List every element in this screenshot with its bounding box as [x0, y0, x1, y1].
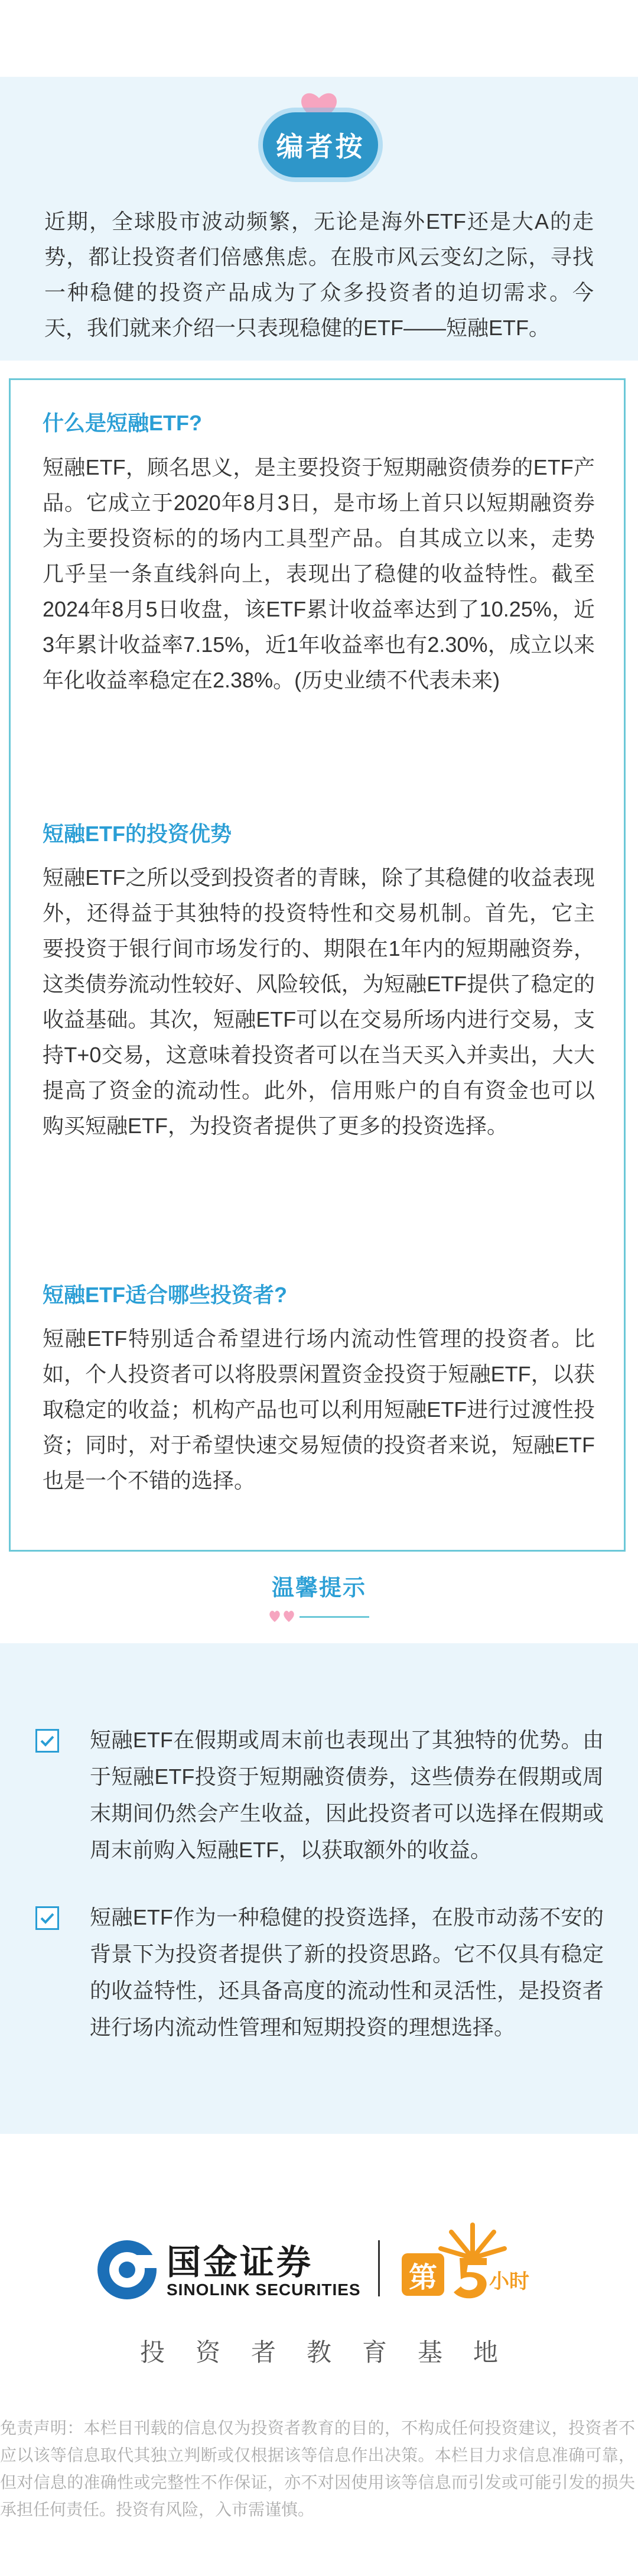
editor-note-section: [0, 77, 638, 361]
section-heading-investors: 短融ETF适合哪些投资者?: [43, 1283, 287, 1307]
tip-text: 短融ETF作为一种稳健的投资选择，在股市动荡不安的背景下为投资者提供了新的投资思路。它不仅具有稳定的收益特性，还具备高度的流动性和灵活性，是投资者进行场内流动性管理和短期投资的理想选择。: [90, 1905, 604, 2039]
logo-divider: [378, 2240, 380, 2296]
footer-logo-area: [0, 2211, 638, 2388]
tips-heart-divider: [269, 1608, 369, 1626]
brand-name-cn: 国金证券: [167, 2243, 314, 2282]
hour-logo-di: 第: [402, 2253, 444, 2296]
education-base-tagline: 投资者教育基地: [139, 2338, 529, 2366]
section-body-advantages: 短融ETF之所以受到投资者的青睐，除了其稳健的收益表现外，还得益于其独特的投资特性和交易机制。首先，它主要投资于银行间市场发行的、期限在1年内的短期融资券，这类债券流动性较好、风险较低，为短融ETF提供了稳定的收益基础。其次，短融ETF可以在交易所场内进行交易，支持T+0交易，这意味着投资者可以在当天买入并卖出，大大提高了资金的流动性。此外，信用账户的自有资金也可以购买短融ETF，为投资者提供了更多的投资选择。: [43, 865, 595, 1138]
tips-section: [0, 1643, 638, 2134]
section-body-what: 短融ETF，顾名思义，是主要投资于短期融资债券的ETF产品。它成立于2020年8月3日，是市场上首只以短期融资券为主要投资标的的场内工具型产品。自其成立以来，走势几乎呈一条直线斜向上，表现出了稳健的收益特性。截至2024年8月5日收盘，该ETF累计收益率达到了10.25%，近3年累计收益率7.15%，近1年收益率也有2.30%，成立以来年化收益率稳定在2.38%。(历史业绩不代表未来): [43, 455, 595, 692]
section-heading-what: 什么是短融ETF?: [43, 411, 202, 435]
divider-line: [300, 1616, 369, 1618]
tips-title: 温馨提示: [271, 1576, 366, 1601]
checkbox-icon: [35, 1906, 59, 1930]
tip-text: 短融ETF在假期或周末前也表现出了其独特的优势。由于短融ETF投资于短期融资债券，这些债券在假期或周末期间仍然会产生收益，因此投资者可以选择在假期或周末前购入短融ETF，以获取额外的收益。: [90, 1728, 604, 1862]
heart-icon: [284, 1611, 294, 1622]
heart-icon: [269, 1611, 279, 1622]
editor-note-text: 近期，全球股市波动频繁，无论是海外ETF还是大A的走势，都让投资者们倍感焦虑。在股市风云变幻之际，寻找一种稳健的投资产品成为了众多投资者的迫切需求。今天，我们就来介绍一只表现稳健的ETF——短融ETF。: [44, 209, 594, 340]
checkbox-icon: [35, 1729, 59, 1753]
section-body-investors: 短融ETF特别适合希望进行场内流动性管理的投资者。比如，个人投资者可以将股票闲置资金投资于短融ETF，以获取稳定的收益；机构产品也可以利用短融ETF进行过渡性投资；同时，对于希望快速交易短债的投资者来说，短融ETF也是一个不错的选择。: [43, 1326, 595, 1493]
sinolink-logo-icon: [95, 2237, 160, 2302]
hour-logo-text: 小时: [489, 2270, 529, 2293]
section-heading-advantages: 短融ETF的投资优势: [43, 822, 232, 846]
brand-name-en: SINOLINK SECURITIES: [167, 2280, 361, 2299]
main-content-box: [9, 378, 626, 1552]
editor-note-badge: 编者按: [263, 112, 378, 177]
disclaimer-text: 免责声明：本栏目刊载的信息仅为投资者教育的目的，不构成任何投资建议，投资者不应以该等信息取代其独立判断或仅根据该等信息作出决策。本栏目力求信息准确可靠，但对信息的准确性或完整性不作保证，亦不对因使用该等信息而引发或可能引发的损失承担任何责任。投资有风险，入市需谨慎。: [0, 2419, 635, 2519]
